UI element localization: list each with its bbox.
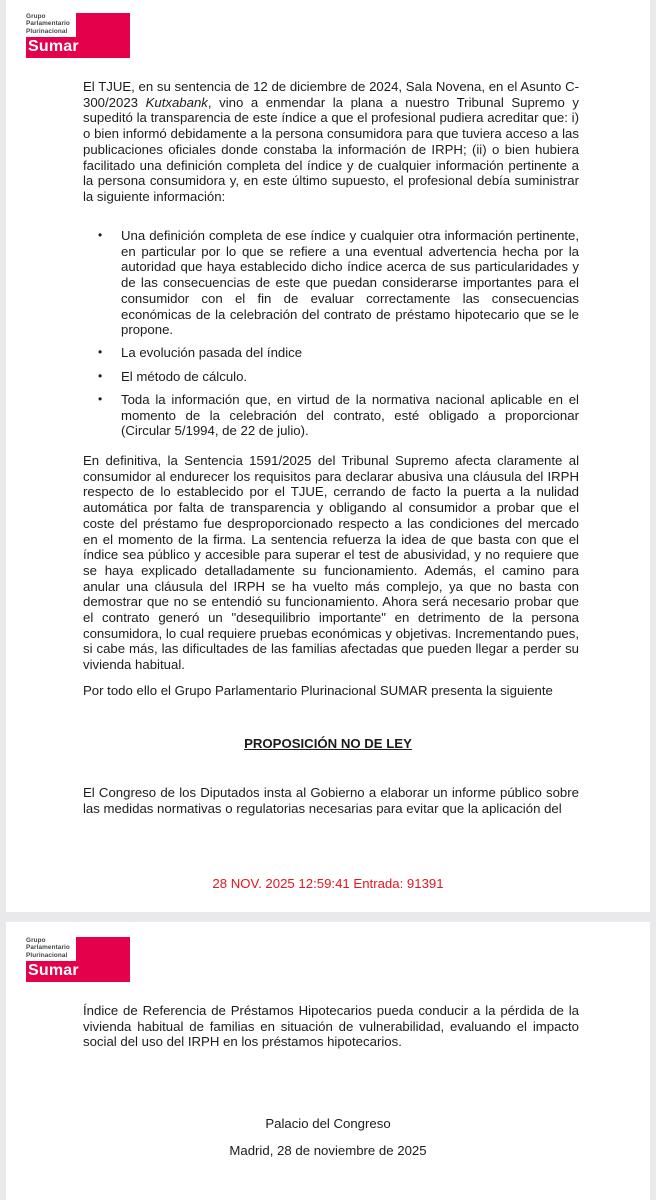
information-list <box>98 228 579 446</box>
sumar-logo <box>26 13 130 58</box>
presentation-paragraph: Por todo ello el Grupo Parlamentario Plurinacional SUMAR presenta la siguiente <box>83 683 553 698</box>
list-item: • El método de cálculo. <box>98 369 579 385</box>
proposal-paragraph: El Congreso de los Diputados insta al Gobierno a elaborar un informe público sobre las medidas normativas o regulatorias necesarias para evitar que la aplicación del <box>83 785 579 816</box>
list-item: • La evolución pasada del índice <box>98 345 579 361</box>
document-heading: PROPOSICIÓN NO DE LEY <box>244 736 412 751</box>
proposal-continuation-paragraph: Índice de Referencia de Préstamos Hipotecarios pueda conducir a la pérdida de la vivienda habitual de familias en situación de vulnerabilidad, evaluando el impacto social del uso del IRPH en los préstamos hipotecarios. <box>83 1003 579 1050</box>
intro-paragraph: El TJUE, en su sentencia de 12 de diciembre de 2024, Sala Novena, en el Asunto C-300/2023 Kutxabank, vino a enmendar la plana a nuestro Tribunal Supremo y supeditó la transparencia de este índice a que el profesional pudiera acreditar que: i) o bien informó debidamente a la persona consumidora para que tuviera acceso a las publicaciones oficiales donde constaba la información de IRPH; (ii) o bien hubiera facilitado una definición completa del índice y de cualquier información pertinente a la persona consumidora y, en este último supuesto, el profesional debía suministrar la siguiente información: <box>83 79 579 204</box>
conclusion-paragraph: En definitiva, la Sentencia 1591/2025 del Tribunal Supremo afecta claramente al consumidor al endurecer los requisitos para declarar abusiva una cláusula del IRPH respecto de lo establecido por el TJUE, cerrando de facto la puerta a la nulidad automática por falta de transparencia y obligando al consumidor a probar que el coste del préstamo fue desproporcionado respecto a las condiciones del mercado en el momento de la firma. La sentencia refuerza la idea de que basta con que el índice sea público y accesible para superar el test de abusividad, y no requiere que se haya explicado detalladamente su funcionamiento. Además, el camino para anular una cláusula del IRPH se ha vuelto más complejo, ya que no basta con demostrar que no se entendió su funcionamiento. Ahora será necesario probar que el contrato generó un "desequilibrio importante" en detrimento de la persona consumidora, lo cual requiere pruebas económicas y objetivas. Incrementando pues, si cabe más, las dificultades de las familias afectadas que pueden llegar a perder su vivienda habitual. <box>83 453 579 673</box>
registry-stamp: 28 NOV. 2025 12:59:41 Entrada: 91391 <box>212 876 444 891</box>
sumar-logo <box>26 937 130 982</box>
list-item: • Toda la información que, en virtud de la normativa nacional aplicable en el momento de la celebración del contrato, esté obligado a proporcionar (Circular 5/1994, de 22 de julio). <box>98 392 579 439</box>
list-item: • Una definición completa de ese índice y cualquier otra información pertinente, en particular por lo que se refiere a una eventual advertencia hecha por la autoridad que haya establecido dicho índice acerca de sus particularidades y de las consecuencias de este que puedan considerarse importantes para el consumidor con el fin de evaluar correctamente las consecuencias económicas de la celebración del contrato de préstamo hipotecario que se le propone. <box>98 228 579 338</box>
document-page-2 <box>6 922 650 1200</box>
document-page-1 <box>6 0 650 912</box>
signature-date: Madrid, 28 de noviembre de 2025 <box>229 1143 427 1158</box>
logo-caption: Grupo Parlamentario Plurinacional <box>26 13 70 35</box>
logo-caption: Grupo Parlamentario Plurinacional <box>26 937 70 959</box>
logo-wordmark: Sumar <box>28 961 79 979</box>
signature-place: Palacio del Congreso <box>265 1116 391 1131</box>
logo-wordmark: Sumar <box>28 37 79 55</box>
